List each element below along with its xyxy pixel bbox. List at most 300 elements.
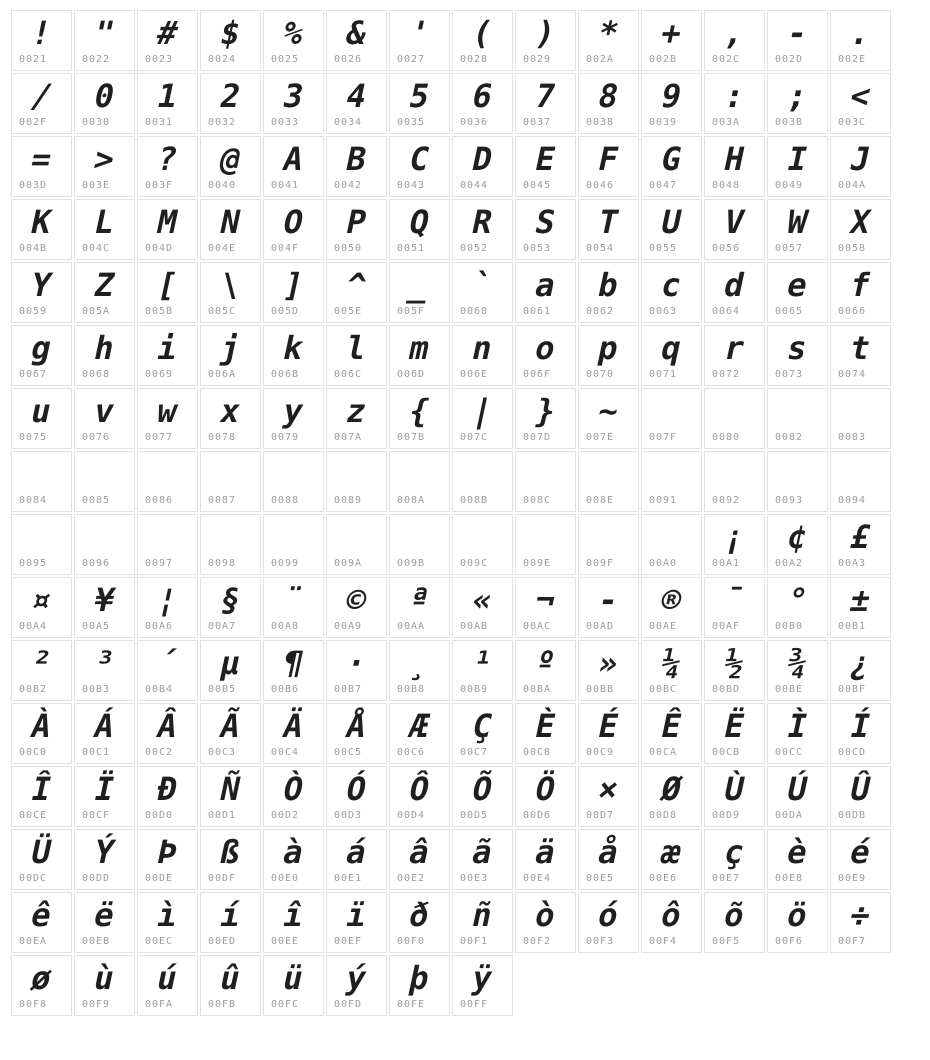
glyph — [197, 453, 265, 494]
codepoint-label: 00C9 — [586, 747, 615, 758]
glyph-cell — [263, 136, 324, 197]
codepoint-label: 0044 — [460, 180, 489, 191]
codepoint-label: 00A4 — [19, 621, 48, 632]
glyph: f — [846, 265, 875, 304]
glyph-cell — [74, 325, 135, 386]
glyph-row — [10, 954, 930, 1017]
codepoint-label: 00EA — [19, 936, 48, 947]
glyph: Ñ — [216, 769, 245, 808]
codepoint-label: 00DF — [208, 873, 237, 884]
glyph: © — [342, 580, 371, 619]
codepoint-label: 005D — [271, 306, 300, 317]
glyph-cell — [515, 136, 576, 197]
glyph-cell — [830, 199, 891, 260]
glyph: V — [720, 202, 749, 241]
codepoint-label: 002A — [586, 54, 615, 65]
glyph: Ë — [720, 706, 749, 745]
glyph-cell — [137, 514, 198, 575]
glyph: ² — [27, 643, 56, 682]
glyph: m — [405, 328, 434, 367]
glyph: À — [27, 706, 56, 745]
codepoint-label: 005A — [82, 306, 111, 317]
glyph: ¼ — [657, 643, 686, 682]
glyph: ä — [531, 832, 560, 871]
glyph-cell — [137, 73, 198, 134]
glyph-cell — [137, 577, 198, 638]
glyph-cell — [326, 829, 387, 890]
codepoint-label: 00C6 — [397, 747, 426, 758]
glyph-cell — [137, 388, 198, 449]
codepoint-label: 009C — [460, 558, 489, 569]
glyph-cell — [326, 262, 387, 323]
glyph-cell — [200, 199, 261, 260]
glyph: Ð — [153, 769, 182, 808]
codepoint-label: 00CD — [838, 747, 867, 758]
glyph-cell — [389, 388, 450, 449]
codepoint-label: 00FD — [334, 999, 363, 1010]
glyph: 8 — [594, 76, 623, 115]
glyph: ¬ — [531, 580, 560, 619]
glyph-cell — [137, 10, 198, 71]
codepoint-label: 00BF — [838, 684, 867, 695]
glyph-cell — [200, 388, 261, 449]
codepoint-label: 009F — [586, 558, 615, 569]
glyph: Ø — [657, 769, 686, 808]
glyph: s — [783, 328, 812, 367]
codepoint-label: 0041 — [271, 180, 300, 191]
codepoint-label: 00C8 — [523, 747, 552, 758]
glyph-cell — [767, 262, 828, 323]
glyph-cell — [767, 829, 828, 890]
codepoint-label: 0029 — [523, 54, 552, 65]
glyph: a — [531, 265, 560, 304]
glyph: è — [783, 832, 812, 871]
codepoint-label: 00AC — [523, 621, 552, 632]
codepoint-label: 004D — [145, 243, 174, 254]
glyph: å — [594, 832, 623, 871]
glyph: î — [279, 895, 308, 934]
glyph-cell — [515, 199, 576, 260]
glyph-cell — [74, 199, 135, 260]
codepoint-label: 00F3 — [586, 936, 615, 947]
glyph: { — [405, 391, 434, 430]
codepoint-label: 0042 — [334, 180, 363, 191]
codepoint-label: 0031 — [145, 117, 174, 128]
glyph — [8, 516, 76, 557]
glyph — [449, 453, 517, 494]
glyph: ° — [783, 580, 812, 619]
glyph: [ — [153, 265, 182, 304]
glyph-cell — [326, 325, 387, 386]
codepoint-label: 00D0 — [145, 810, 174, 821]
glyph-cell — [200, 955, 261, 1016]
glyph-cell — [74, 514, 135, 575]
codepoint-label: 00B4 — [145, 684, 174, 695]
glyph: h — [90, 328, 119, 367]
glyph: Ö — [531, 769, 560, 808]
glyph-cell — [578, 325, 639, 386]
glyph: # — [153, 13, 182, 52]
glyph: T — [594, 202, 623, 241]
glyph: Q — [405, 202, 434, 241]
glyph: 4 — [342, 76, 371, 115]
glyph-cell — [389, 325, 450, 386]
codepoint-label: 00BE — [775, 684, 804, 695]
codepoint-label: 00A2 — [775, 558, 804, 569]
glyph-cell — [830, 73, 891, 134]
glyph-cell — [704, 577, 765, 638]
glyph-cell — [326, 388, 387, 449]
codepoint-label: 002E — [838, 54, 867, 65]
glyph-cell — [830, 766, 891, 827]
codepoint-label: 0036 — [460, 117, 489, 128]
codepoint-label: 0046 — [586, 180, 615, 191]
glyph: : — [720, 76, 749, 115]
codepoint-label: 0068 — [82, 369, 111, 380]
glyph — [8, 453, 76, 494]
codepoint-label: 0062 — [586, 306, 615, 317]
codepoint-label: 0078 — [208, 432, 237, 443]
glyph: § — [216, 580, 245, 619]
codepoint-label: 002D — [775, 54, 804, 65]
glyph: O — [279, 202, 308, 241]
glyph: * — [594, 13, 623, 52]
glyph-cell — [74, 955, 135, 1016]
glyph-row — [10, 135, 930, 198]
glyph-cell — [452, 388, 513, 449]
glyph: G — [657, 139, 686, 178]
glyph-cell — [704, 262, 765, 323]
glyph: ^ — [342, 265, 371, 304]
codepoint-label: 00D8 — [649, 810, 678, 821]
glyph-cell — [515, 766, 576, 827]
glyph-cell — [326, 136, 387, 197]
glyph-cell — [515, 640, 576, 701]
glyph-cell — [263, 640, 324, 701]
glyph-cell — [641, 892, 702, 953]
glyph: Ó — [342, 769, 371, 808]
glyph: D — [468, 139, 497, 178]
glyph: L — [90, 202, 119, 241]
glyph: Ã — [216, 706, 245, 745]
glyph-cell — [74, 262, 135, 323]
glyph: Ê — [657, 706, 686, 745]
codepoint-label: 00AA — [397, 621, 426, 632]
codepoint-label: 00D4 — [397, 810, 426, 821]
glyph-cell — [74, 73, 135, 134]
glyph-cell — [389, 892, 450, 953]
glyph-cell — [137, 262, 198, 323]
codepoint-label: 006C — [334, 369, 363, 380]
glyph-cell — [137, 136, 198, 197]
codepoint-label: 00AF — [712, 621, 741, 632]
glyph-cell — [767, 514, 828, 575]
glyph: È — [531, 706, 560, 745]
codepoint-label: 00F4 — [649, 936, 678, 947]
glyph-cell — [830, 514, 891, 575]
glyph: Î — [27, 769, 56, 808]
glyph-cell — [641, 514, 702, 575]
codepoint-label: 0069 — [145, 369, 174, 380]
codepoint-label: 0022 — [82, 54, 111, 65]
glyph: ¶ — [279, 643, 308, 682]
codepoint-label: 0099 — [271, 558, 300, 569]
glyph-cell — [515, 73, 576, 134]
glyph-cell — [263, 703, 324, 764]
glyph-cell — [578, 136, 639, 197]
glyph-cell — [515, 10, 576, 71]
glyph: Õ — [468, 769, 497, 808]
glyph: ÷ — [846, 895, 875, 934]
glyph-row — [10, 639, 930, 702]
glyph-cell — [452, 955, 513, 1016]
codepoint-label: 00ED — [208, 936, 237, 947]
glyph: ¿ — [846, 643, 875, 682]
codepoint-label: 0053 — [523, 243, 552, 254]
codepoint-label: 00D9 — [712, 810, 741, 821]
codepoint-label: 00E3 — [460, 873, 489, 884]
glyph — [701, 453, 769, 494]
codepoint-label: 00A1 — [712, 558, 741, 569]
glyph: ú — [153, 958, 182, 997]
glyph: ó — [594, 895, 623, 934]
glyph: ¯ — [720, 580, 749, 619]
glyph: j — [216, 328, 245, 367]
glyph: - — [594, 580, 623, 619]
glyph-row — [10, 450, 930, 513]
glyph: A — [279, 139, 308, 178]
glyph-cell — [11, 766, 72, 827]
codepoint-label: 00D6 — [523, 810, 552, 821]
glyph-cell — [389, 703, 450, 764]
glyph-cell — [200, 136, 261, 197]
codepoint-label: 0054 — [586, 243, 615, 254]
glyph: " — [90, 13, 119, 52]
glyph-cell — [641, 325, 702, 386]
glyph-cell — [263, 262, 324, 323]
codepoint-label: 0086 — [145, 495, 174, 506]
glyph-cell — [704, 325, 765, 386]
glyph-cell — [326, 514, 387, 575]
codepoint-label: 00E9 — [838, 873, 867, 884]
glyph: ' — [405, 13, 434, 52]
codepoint-label: 0074 — [838, 369, 867, 380]
codepoint-label: 006B — [271, 369, 300, 380]
glyph-cell — [704, 640, 765, 701]
glyph: F — [594, 139, 623, 178]
glyph-cell — [137, 640, 198, 701]
glyph — [638, 516, 706, 557]
glyph-cell — [11, 262, 72, 323]
codepoint-label: 00EB — [82, 936, 111, 947]
codepoint-label: 007D — [523, 432, 552, 443]
codepoint-label: 00A0 — [649, 558, 678, 569]
glyph-cell — [74, 388, 135, 449]
glyph-cell — [767, 73, 828, 134]
glyph-cell — [389, 577, 450, 638]
glyph: ì — [153, 895, 182, 934]
glyph: ù — [90, 958, 119, 997]
glyph — [71, 453, 139, 494]
glyph-cell — [452, 703, 513, 764]
glyph: ¥ — [90, 580, 119, 619]
glyph — [449, 516, 517, 557]
glyph-cell — [11, 514, 72, 575]
glyph — [197, 516, 265, 557]
glyph: M — [153, 202, 182, 241]
glyph: à — [279, 832, 308, 871]
glyph-row — [10, 9, 930, 72]
glyph-cell — [11, 703, 72, 764]
codepoint-label: 0055 — [649, 243, 678, 254]
glyph: w — [153, 391, 182, 430]
codepoint-label: 0072 — [712, 369, 741, 380]
glyph: R — [468, 202, 497, 241]
glyph-cell — [389, 829, 450, 890]
glyph-cell — [326, 892, 387, 953]
glyph: ) — [531, 13, 560, 52]
codepoint-label: 0071 — [649, 369, 678, 380]
codepoint-label: 00E0 — [271, 873, 300, 884]
codepoint-label: 00D7 — [586, 810, 615, 821]
glyph: Â — [153, 706, 182, 745]
glyph-cell — [263, 955, 324, 1016]
codepoint-label: 0083 — [838, 432, 867, 443]
glyph: û — [216, 958, 245, 997]
glyph-cell — [641, 703, 702, 764]
glyph: ¢ — [783, 517, 812, 556]
glyph: , — [720, 13, 749, 52]
glyph-cell — [326, 766, 387, 827]
codepoint-label: 003F — [145, 180, 174, 191]
glyph: } — [531, 391, 560, 430]
glyph-cell — [11, 829, 72, 890]
glyph: í — [216, 895, 245, 934]
codepoint-label: 00B8 — [397, 684, 426, 695]
codepoint-label: 00FE — [397, 999, 426, 1010]
glyph-cell — [767, 892, 828, 953]
glyph: > — [90, 139, 119, 178]
glyph: c — [657, 265, 686, 304]
codepoint-label: 0023 — [145, 54, 174, 65]
glyph: K — [27, 202, 56, 241]
glyph: + — [657, 13, 686, 52]
glyph: ý — [342, 958, 371, 997]
glyph-cell — [200, 451, 261, 512]
glyph-cell — [578, 10, 639, 71]
codepoint-label: 0089 — [334, 495, 363, 506]
glyph — [260, 453, 328, 494]
glyph: x — [216, 391, 245, 430]
codepoint-label: 0085 — [82, 495, 111, 506]
codepoint-label: 00FF — [460, 999, 489, 1010]
glyph: ñ — [468, 895, 497, 934]
glyph — [575, 453, 643, 494]
glyph: µ — [216, 643, 245, 682]
codepoint-label: 00D5 — [460, 810, 489, 821]
glyph: ð — [405, 895, 434, 934]
codepoint-label: 00A3 — [838, 558, 867, 569]
glyph-cell — [515, 829, 576, 890]
glyph-cell — [578, 262, 639, 323]
glyph-cell — [326, 73, 387, 134]
glyph-row — [10, 387, 930, 450]
glyph: @ — [216, 139, 245, 178]
codepoint-label: 0033 — [271, 117, 300, 128]
glyph-cell — [326, 199, 387, 260]
glyph: Ù — [720, 769, 749, 808]
glyph: . — [846, 13, 875, 52]
codepoint-label: 0087 — [208, 495, 237, 506]
codepoint-label: 00F1 — [460, 936, 489, 947]
glyph: ¨ — [279, 580, 308, 619]
glyph: é — [846, 832, 875, 871]
glyph: ¸ — [405, 643, 434, 682]
codepoint-label: 004F — [271, 243, 300, 254]
codepoint-label: 0050 — [334, 243, 363, 254]
glyph: Y — [27, 265, 56, 304]
glyph: 6 — [468, 76, 497, 115]
glyph: ( — [468, 13, 497, 52]
glyph: « — [468, 580, 497, 619]
glyph-cell — [389, 136, 450, 197]
glyph-cell — [11, 451, 72, 512]
codepoint-label: 008E — [586, 495, 615, 506]
codepoint-label: 00F6 — [775, 936, 804, 947]
glyph: Æ — [405, 706, 434, 745]
codepoint-label: 0057 — [775, 243, 804, 254]
glyph: ± — [846, 580, 875, 619]
glyph: · — [342, 643, 371, 682]
glyph: Í — [846, 706, 875, 745]
codepoint-label: 00B6 — [271, 684, 300, 695]
codepoint-label: 0088 — [271, 495, 300, 506]
glyph-cell — [641, 640, 702, 701]
glyph: 0 — [90, 76, 119, 115]
codepoint-label: 008A — [397, 495, 426, 506]
glyph-cell — [830, 577, 891, 638]
codepoint-label: 0035 — [397, 117, 426, 128]
glyph-cell — [389, 199, 450, 260]
codepoint-label: 007B — [397, 432, 426, 443]
glyph-cell — [200, 262, 261, 323]
glyph-cell — [326, 640, 387, 701]
glyph: q — [657, 328, 686, 367]
glyph: y — [279, 391, 308, 430]
codepoint-label: 00DB — [838, 810, 867, 821]
glyph: d — [720, 265, 749, 304]
glyph-cell — [830, 10, 891, 71]
codepoint-label: 0070 — [586, 369, 615, 380]
glyph-cell — [704, 766, 765, 827]
glyph-cell — [641, 10, 702, 71]
codepoint-label: 0065 — [775, 306, 804, 317]
glyph-cell — [74, 577, 135, 638]
glyph: Å — [342, 706, 371, 745]
glyph: º — [531, 643, 560, 682]
glyph-cell — [767, 136, 828, 197]
glyph: ö — [783, 895, 812, 934]
glyph: õ — [720, 895, 749, 934]
glyph: X — [846, 202, 875, 241]
glyph — [764, 453, 832, 494]
codepoint-label: 005E — [334, 306, 363, 317]
codepoint-label: 00AE — [649, 621, 678, 632]
codepoint-label: 0034 — [334, 117, 363, 128]
glyph: ÿ — [468, 958, 497, 997]
glyph: E — [531, 139, 560, 178]
codepoint-label: 0093 — [775, 495, 804, 506]
